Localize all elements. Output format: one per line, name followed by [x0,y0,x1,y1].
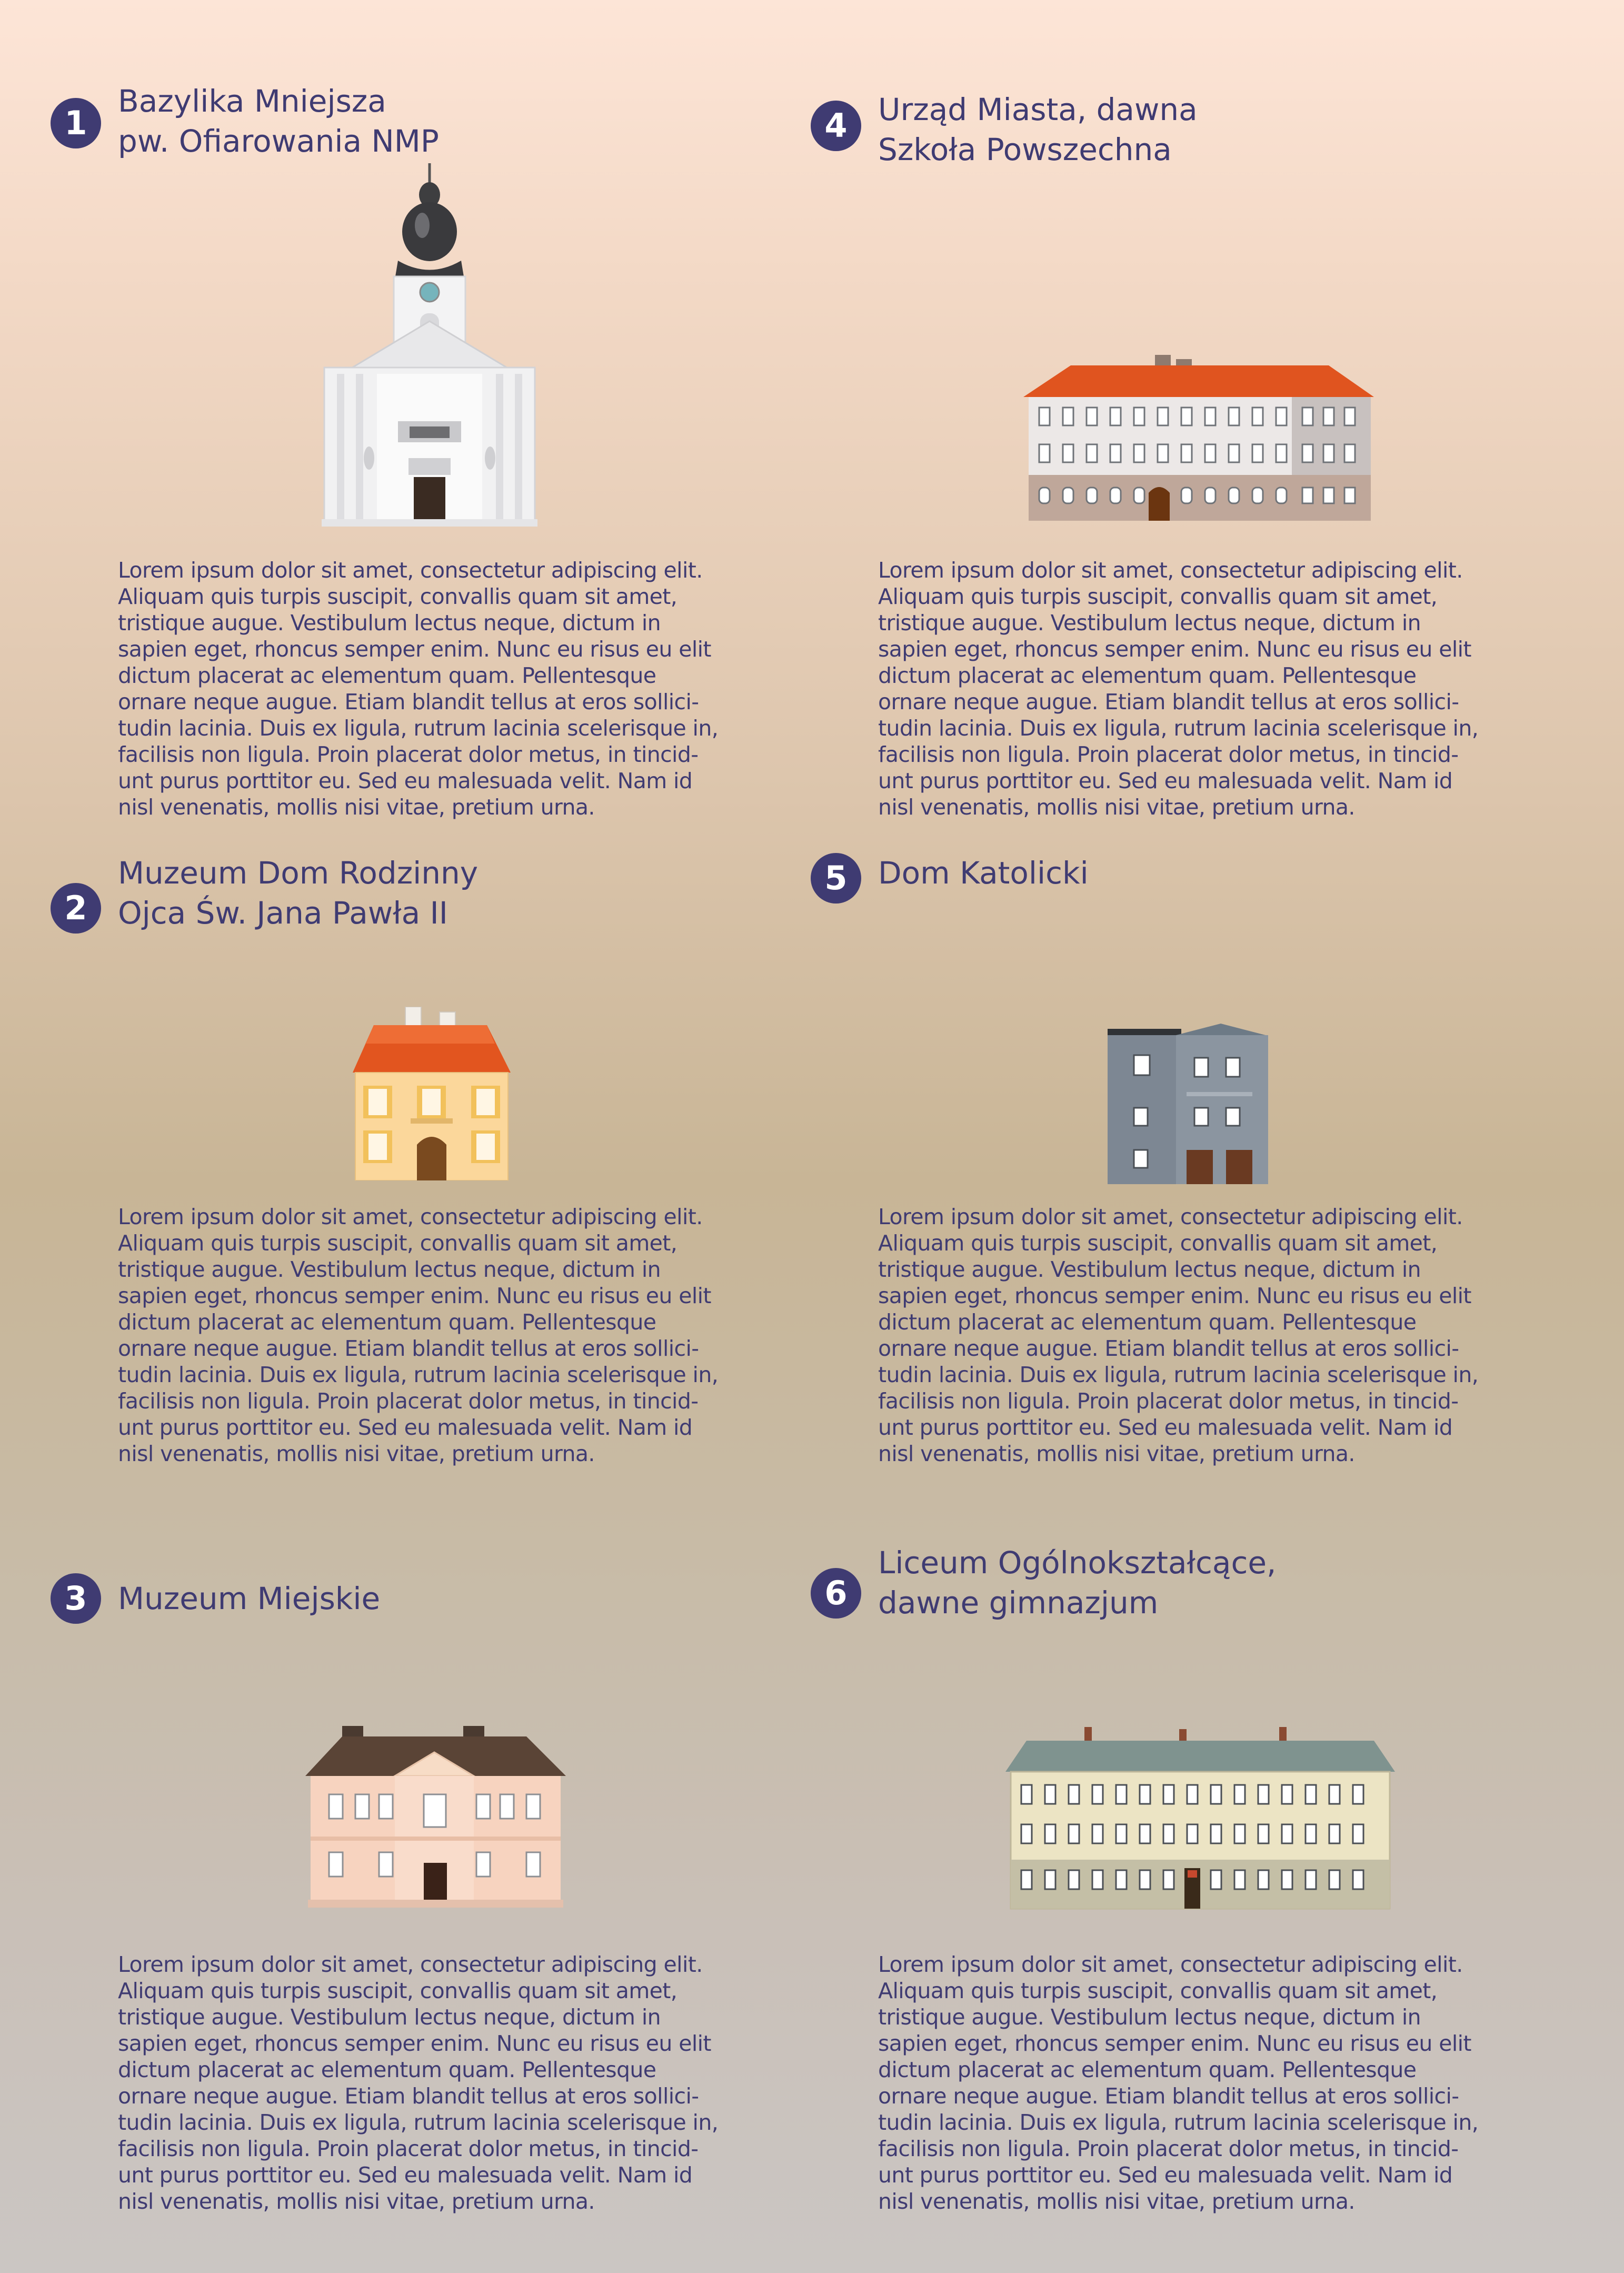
entry-town-hall [811,63,1495,832]
description-line: dictum placerat ac elementum quam. Pellentesque [118,2057,656,2082]
entry-title-line: Muzeum Miejskie [118,1581,381,1616]
entry-description [878,1204,1526,1467]
entry-title [878,90,1198,170]
description-line: unt purus porttitor eu. Sed eu malesuada velit. Nam id [878,2162,1453,2188]
entry-number-badge: 4 [811,101,861,151]
description-line: tudin lacinia. Duis ex ligula, rutrum lacinia scelerisque in, [118,1362,719,1387]
description-line: unt purus porttitor eu. Sed eu malesuada velit. Nam id [118,768,693,793]
entry-family-home-museum [51,842,735,1485]
description-line: facilisis non ligula. Proin placerat dolor metus, in tincid- [118,1388,699,1414]
description-line: ornare neque augue. Etiam blandit tellus at eros sollici- [118,689,699,714]
description-line: ornare neque augue. Etiam blandit tellus at eros sollici- [118,1336,699,1361]
description-line: tristique augue. Vestibulum lectus neque, dictum in [118,610,661,636]
description-line: sapien eget, rhoncus semper enim. Nunc eu risus eu elit [118,1283,711,1308]
city-museum-illustration [305,1726,569,1908]
description-line: nisl venenatis, mollis nisi vitae, pretium urna. [878,2189,1355,2214]
entry-title-line: Ojca Św. Jana Pawła II [118,895,448,931]
entry-description [878,1951,1526,2215]
description-line: Lorem ipsum dolor sit amet, consectetur adipiscing elit. [118,1204,703,1229]
description-line: tudin lacinia. Duis ex ligula, rutrum lacinia scelerisque in, [878,1362,1479,1387]
entry-title-line: Dom Katolicki [878,855,1089,891]
description-line: Aliquam quis turpis suscipit, convallis quam sit amet, [118,584,678,609]
entry-title-line: Urząd Miasta, dawna [878,92,1198,127]
description-line: dictum placerat ac elementum quam. Pellentesque [878,2057,1417,2082]
entry-number-badge: 3 [51,1573,101,1624]
entry-title-line: Liceum Ogólnokształcące, [878,1545,1277,1581]
description-line: Aliquam quis turpis suscipit, convallis quam sit amet, [118,1230,678,1256]
description-line: unt purus porttitor eu. Sed eu malesuada velit. Nam id [118,1415,693,1440]
town-hall-illustration [1023,355,1374,523]
description-line: dictum placerat ac elementum quam. Pellentesque [878,663,1417,688]
entry-title [118,853,478,933]
description-line: Aliquam quis turpis suscipit, convallis quam sit amet, [118,1978,678,2003]
description-line: facilisis non ligula. Proin placerat dolor metus, in tincid- [118,742,699,767]
description-line: Lorem ipsum dolor sit amet, consectetur adipiscing elit. [878,1204,1463,1229]
description-line: sapien eget, rhoncus semper enim. Nunc eu risus eu elit [878,2031,1471,2056]
description-line: Aliquam quis turpis suscipit, convallis quam sit amet, [878,1230,1438,1256]
catholic-house-illustration [1108,1024,1271,1184]
description-line: facilisis non ligula. Proin placerat dolor metus, in tincid- [878,742,1459,767]
description-line: ornare neque augue. Etiam blandit tellus at eros sollici- [878,2083,1459,2109]
description-line: Aliquam quis turpis suscipit, convallis quam sit amet, [878,1978,1438,2003]
entry-number-badge: 6 [811,1568,861,1619]
description-line: tudin lacinia. Duis ex ligula, rutrum lacinia scelerisque in, [118,716,719,741]
description-line: tudin lacinia. Duis ex ligula, rutrum lacinia scelerisque in, [878,716,1479,741]
description-line: facilisis non ligula. Proin placerat dolor metus, in tincid- [878,1388,1459,1414]
description-line: sapien eget, rhoncus semper enim. Nunc eu risus eu elit [878,1283,1471,1308]
description-line: tristique augue. Vestibulum lectus neque, dictum in [118,1257,661,1282]
description-line: tudin lacinia. Duis ex ligula, rutrum lacinia scelerisque in, [118,2110,719,2135]
entry-title-line: Bazylika Mniejsza [118,83,386,119]
description-line: ornare neque augue. Etiam blandit tellus at eros sollici- [878,689,1459,714]
description-line: Lorem ipsum dolor sit amet, consectetur adipiscing elit. [878,1952,1463,1977]
entry-title-line: dawne gimnazjum [878,1585,1159,1621]
description-line: unt purus porttitor eu. Sed eu malesuada velit. Nam id [878,768,1453,793]
entry-description [118,1951,765,2215]
basilica-illustration [319,163,540,527]
description-line: tristique augue. Vestibulum lectus neque, dictum in [118,2004,661,2030]
description-line: facilisis non ligula. Proin placerat dolor metus, in tincid- [878,2136,1459,2161]
description-line: Lorem ipsum dolor sit amet, consectetur adipiscing elit. [878,558,1463,583]
description-line: sapien eget, rhoncus semper enim. Nunc eu risus eu elit [878,637,1471,662]
entry-city-museum [51,1559,735,2243]
description-line: nisl venenatis, mollis nisi vitae, pretium urna. [118,795,595,820]
description-line: dictum placerat ac elementum quam. Pellentesque [118,1309,656,1335]
family-home-museum-illustration [353,1007,511,1180]
entry-title-line: Szkoła Powszechna [878,132,1172,167]
description-line: tristique augue. Vestibulum lectus neque, dictum in [878,610,1421,636]
description-line: Lorem ipsum dolor sit amet, consectetur adipiscing elit. [118,558,703,583]
entry-title [878,853,1089,893]
entry-number-badge: 5 [811,853,861,904]
entry-title [118,1579,380,1619]
entry-number-badge: 1 [51,98,101,148]
description-line: nisl venenatis, mollis nisi vitae, pretium urna. [878,1441,1355,1466]
description-line: facilisis non ligula. Proin placerat dolor metus, in tincid- [118,2136,699,2161]
description-line: nisl venenatis, mollis nisi vitae, pretium urna. [118,2189,595,2214]
entry-description [878,557,1526,820]
description-line: tudin lacinia. Duis ex ligula, rutrum lacinia scelerisque in, [878,2110,1479,2135]
entry-description [118,1204,765,1467]
entry-high-school [811,1527,1495,2243]
description-line: Lorem ipsum dolor sit amet, consectetur adipiscing elit. [118,1952,703,1977]
entry-title-line: pw. Ofiarowania NMP [118,123,439,159]
entry-title [878,1543,1276,1623]
description-line: unt purus porttitor eu. Sed eu malesuada velit. Nam id [878,1415,1453,1440]
entry-title [118,81,439,161]
high-school-illustration [1005,1727,1395,1911]
description-line: dictum placerat ac elementum quam. Pellentesque [878,1309,1417,1335]
description-line: sapien eget, rhoncus semper enim. Nunc eu risus eu elit [118,637,711,662]
entry-basilica [51,63,735,832]
description-line: tristique augue. Vestibulum lectus neque, dictum in [878,1257,1421,1282]
entry-title-line: Muzeum Dom Rodzinny [118,855,479,891]
entry-catholic-house [811,842,1495,1485]
description-line: nisl venenatis, mollis nisi vitae, pretium urna. [118,1441,595,1466]
description-line: dictum placerat ac elementum quam. Pellentesque [118,663,656,688]
description-line: nisl venenatis, mollis nisi vitae, pretium urna. [878,795,1355,820]
description-line: Aliquam quis turpis suscipit, convallis quam sit amet, [878,584,1438,609]
entry-number-badge: 2 [51,883,101,934]
description-line: sapien eget, rhoncus semper enim. Nunc eu risus eu elit [118,2031,711,2056]
description-line: tristique augue. Vestibulum lectus neque, dictum in [878,2004,1421,2030]
description-line: unt purus porttitor eu. Sed eu malesuada velit. Nam id [118,2162,693,2188]
description-line: ornare neque augue. Etiam blandit tellus at eros sollici- [118,2083,699,2109]
entry-description [118,557,765,820]
description-line: ornare neque augue. Etiam blandit tellus at eros sollici- [878,1336,1459,1361]
